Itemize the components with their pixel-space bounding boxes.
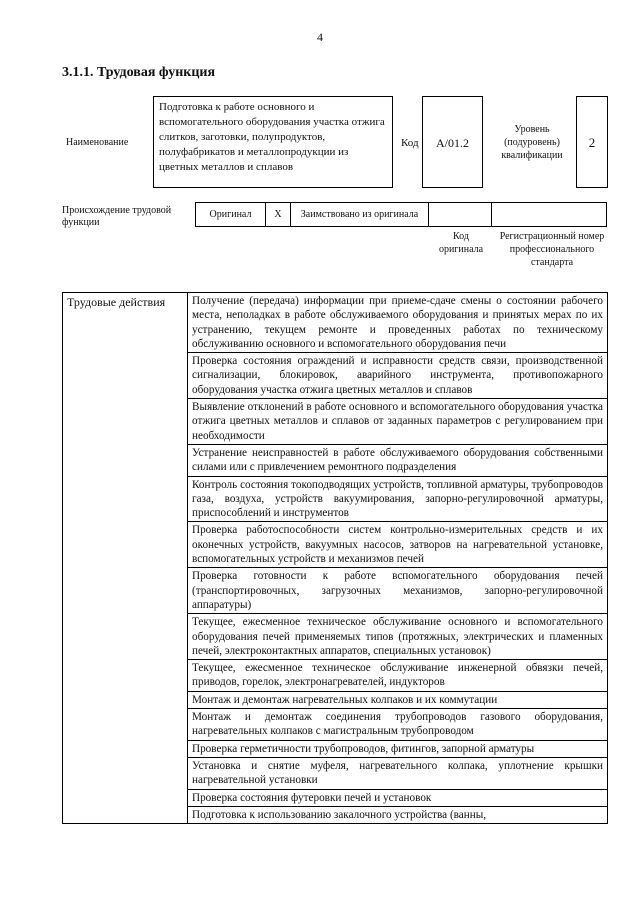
labor-action-item: Получение (передача) информации при приеме-сдаче смены о состоянии рабочего места, неполадках в работе обслуживаемого оборудования и принятых мерах по их устранению, текущем ремонте и проведенных работах по техническому обслуживанию основного и вспомогательного оборудования печи [188,293,608,353]
page-number: 4 [317,30,323,44]
origin-table [195,202,607,227]
labor-actions-label: Трудовые действия [63,293,188,824]
labor-action-item: Текущее, ежесменное техническое обслуживание инженерной обвязки печей, приводов, горелок, электронагревателей, индукторов [188,660,608,692]
labor-action-item: Установка и снятие муфеля, нагревательного колпака, уплотнение крышки нагревательной установки [188,757,608,789]
original-cell: Оригинал [196,203,266,227]
origin-label: Происхождение трудовой функции [62,205,172,228]
labor-actions-table [62,292,608,824]
function-name: Подготовка к работе основного и вспомогательного оборудования участка отжига слитков, заготовки, полупродуктов, полуфабрикатов и металлопродукции из цветных металлов и сплавов [153,96,393,188]
labor-action-item: Контроль состояния токоподводящих устройств, топливной арматуры, трубопроводов газа, воздуха, устройств вакуумирования, запорно-регулировочной арматуры, приспособлений и инструментов [188,476,608,522]
labor-action-item: Подготовка к использованию закалочного устройства (ванны, [188,806,608,823]
registration-number-cell [492,203,607,227]
registration-number-caption: Регистрационный номер профессионального стандарта [499,231,605,268]
labor-action-item: Проверка состояния ограждений и исправности средств связи, производственной сигнализации, блокировок, аварийного инструмента, противопожарного оборудования участка отжига цветных металлов и сплавов [188,353,608,399]
labor-action-item: Проверка готовности к работе вспомогательного оборудования печей (транспортировочных, загрузочных механизмов, запорно-регулировочной аппаратуры) [188,568,608,614]
level-label: Уровень (подуровень) квалификации [501,124,563,161]
labor-action-item: Проверка состояния футеровки печей и установок [188,789,608,806]
original-code-caption: Код оригинала [438,231,484,255]
labor-action-item: Проверка герметичности трубопроводов, фитингов, запорной арматуры [188,740,608,757]
code-label: Код [401,137,419,149]
section-title: 3.1.1. Трудовая функция [62,65,216,80]
labor-action-item: Выявление отклонений в работе основного и вспомогательного оборудования участка отжига цветных металлов и сплавов от заданных параметров с регулированием при необходимости [188,399,608,445]
original-code-cell [429,203,492,227]
original-mark: X [266,203,291,227]
labor-action-item: Проверка работоспособности систем контрольно-измерительных средств и их оконечных устройств, вакуумных насосов, затворов на нагревательной установке, вспомогательных устройств и механизмов печей [188,522,608,568]
labor-action-item: Устранение неисправностей в работе обслуживаемого оборудования собственными силами или с привлечением ремонтного подразделения [188,444,608,476]
labor-action-item: Монтаж и демонтаж соединения трубопроводов газового оборудования, нагревательных колпаков с магистральным трубопроводом [188,709,608,741]
labor-action-item: Монтаж и демонтаж нагревательных колпаков и их коммутации [188,691,608,708]
borrowed-cell: Заимствовано из оригинала [291,203,429,227]
function-code: A/01.2 [422,96,483,188]
name-label: Наименование [66,137,129,148]
labor-action-item: Текущее, ежесменное техническое обслуживание основного и вспомогательного оборудования печей применяемых типов (протяжных, электрических и пламенных печей, электроконтактных аппаратов, специальных установок) [188,614,608,660]
qualification-level: 2 [576,96,608,188]
